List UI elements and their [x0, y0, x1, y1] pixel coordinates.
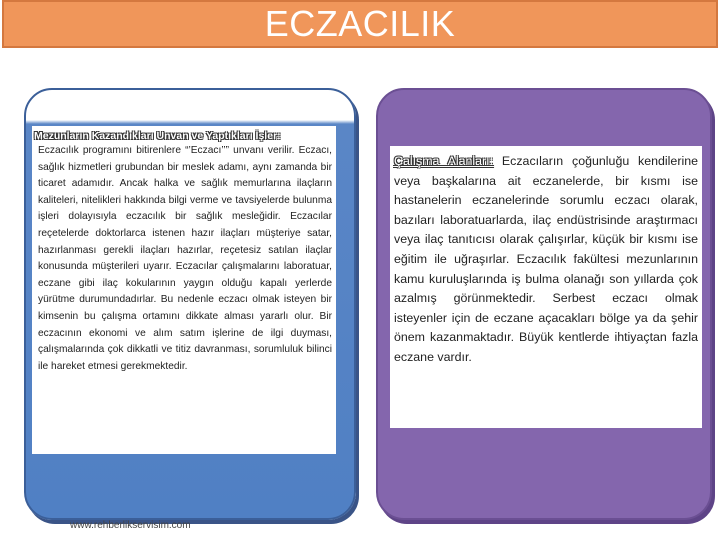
left-panel — [24, 88, 356, 520]
right-panel — [376, 88, 712, 520]
right-paragraph — [394, 152, 698, 368]
right-text-box — [390, 146, 702, 428]
right-body: Eczacıların çoğunluğu kendilerine veya başkalarına ait eczanelerde, bir kısmı ise hastanelerin eczanelerinde sorumlu eczacı olarak, bazıları laboratuarlarda, ilaç endüstrisinde araştırmacı veya ilaç tanıtıcısı olarak çalışırlar, küçük bir kısmı ise eğitim ile uğraşırlar. Eczacılık fakültesi mezunlarının kamu kuruluşlarında iş bulma olanağı son yıllarda çok azalmış görünmektedir. Serbest eczacı olmak isteyenler için de eczane açacakları bölge ya da şehir önem kazanmaktadır. Büyük kentlerde ihtiyaçtan fazla eczane vardır. — [394, 154, 698, 364]
title-bar — [2, 0, 718, 48]
left-body: Eczacılık programını bitirenlere “’Eczacı’’” unvanı verilir. Eczacı, sağlık hizmetleri grubundan bir meslek adamı, aynı zamanda bir ticaret adamıdır. Ancak halka ve sağlık memurlarına ilaçların kaliteleri, nitelikleri hakkında bilgi verme ve tavsiyelerde bulunma işleri dolayısıyla eczacılık bir sağlık mesleğidir. Eczacılar reçetelerde doktorlarca istenen hazır ilaçları müşteriye satar, hazırlanması gerekli ilaçları hazırlar, reçetesiz satılan ilaçlar konusunda müşterileri uyarır. Eczacılar çalışmalarını laboratuar, eczane gibi ilaç kokularının yaygın olduğu kapalı yerlerde yürütme durumundadırlar. Bu nedenle eczacı olmak isteyen bir kimsenin bu çalışma ortamını dikkate alması yararlı olur. Bir eczacının ekonomi ve alım satım işlerine de ilgi duyması, çalışmalarında çok dikkatli ve titiz davranması, sorumluluk bilinci ile hareket etmesi gerekmektedir. — [38, 145, 332, 372]
right-heading: Çalışma Alanları: — [394, 154, 494, 168]
left-heading: Mezunların Kazandıkları Unvan ve Yaptıkları İşler: — [34, 130, 281, 142]
page-title: ECZACILIK — [264, 3, 456, 44]
left-text-box — [32, 126, 336, 454]
footer-url: www.rehberlikservisim.com — [70, 520, 191, 531]
